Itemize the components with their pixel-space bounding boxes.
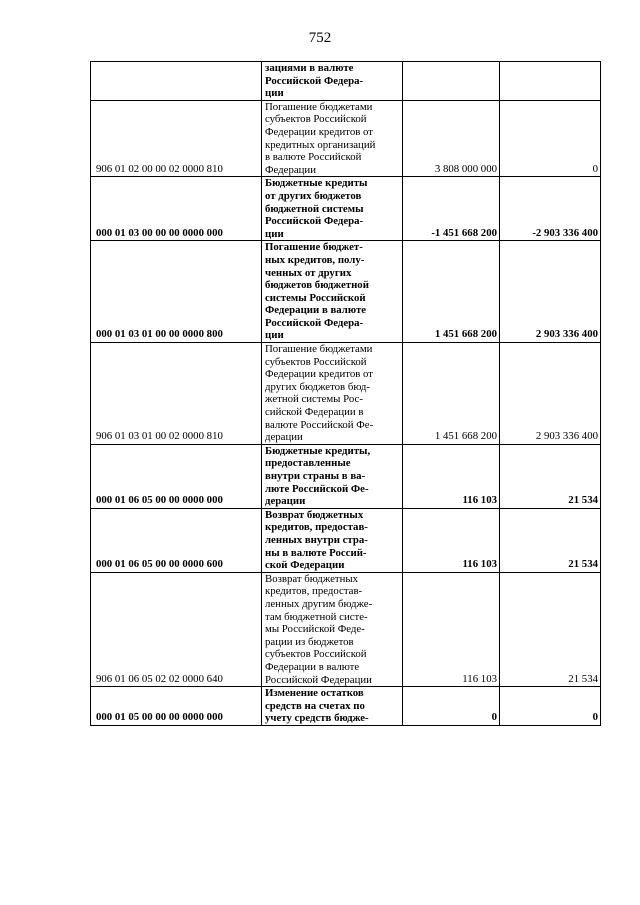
- value-2023-cell: 1 451 668 200: [403, 343, 500, 445]
- value-2024-cell: 2 903 336 400: [500, 343, 601, 445]
- value-2023-cell: 116 103: [403, 508, 500, 572]
- table-row-continuation: [91, 62, 601, 101]
- code-cell: [91, 62, 262, 101]
- name-cell: Возврат бюджетных кредитов, предостав- ленных другим бюдже- там бюджетной систе- мы Российской Феде- рации из бюджетов субъектов Российской Федерации в валюте Российской Федерации: [262, 572, 403, 686]
- table-row: [91, 343, 601, 445]
- value-2024-cell: 21 534: [500, 444, 601, 508]
- value-2023-cell: 0: [403, 687, 500, 726]
- value-2024-cell: -2 903 336 400: [500, 177, 601, 241]
- code-cell: 906 01 06 05 02 02 0000 640: [91, 572, 262, 686]
- code-cell: 906 01 02 00 00 02 0000 810: [91, 100, 262, 177]
- table-row: [91, 572, 601, 686]
- budget-table: [90, 61, 601, 726]
- table-row: [91, 241, 601, 343]
- code-cell: 000 01 05 00 00 00 0000 000: [91, 687, 262, 726]
- value-2023-cell: 1 451 668 200: [403, 241, 500, 343]
- value-2023-cell: 116 103: [403, 572, 500, 686]
- code-cell: 906 01 03 01 00 02 0000 810: [91, 343, 262, 445]
- value-2024-cell: 2 903 336 400: [500, 241, 601, 343]
- value-2024-cell: 0: [500, 100, 601, 177]
- value-2024-cell: 0: [500, 687, 601, 726]
- name-cell: Погашение бюджетами субъектов Российской Федерации кредитов от других бюджетов бюд- жетной системы Рос- сийской Федерации в валюте Российской Фе- дерации: [262, 343, 403, 445]
- code-cell: 000 01 03 01 00 00 0000 800: [91, 241, 262, 343]
- table-row: [91, 508, 601, 572]
- name-cell: Возврат бюджетных кредитов, предостав- ленных внутри стра- ны в валюте Россий- ской Федерации: [262, 508, 403, 572]
- table-row: [91, 100, 601, 177]
- page-number: 752: [308, 30, 332, 46]
- value-cell: [403, 62, 500, 101]
- table-row: [91, 177, 601, 241]
- code-cell: 000 01 06 05 00 00 0000 600: [91, 508, 262, 572]
- name-cell: Погашение бюджет- ных кредитов, полу- ченных от других бюджетов бюджетной системы Российской Федерации в валюте Российской Федера- ции: [262, 241, 403, 343]
- value-cell: [500, 62, 601, 101]
- table-row: [91, 444, 601, 508]
- value-2023-cell: 116 103: [403, 444, 500, 508]
- name-cell: Бюджетные кредиты, предоставленные внутри страны в ва- люте Российской Фе- дерации: [262, 444, 403, 508]
- name-cell: Бюджетные кредиты от других бюджетов бюджетной системы Российской Федера- ции: [262, 177, 403, 241]
- code-cell: 000 01 06 05 00 00 0000 000: [91, 444, 262, 508]
- table-row: [91, 687, 601, 726]
- name-cell: Изменение остатков средств на счетах по учету средств бюдже-: [262, 687, 403, 726]
- value-2024-cell: 21 534: [500, 572, 601, 686]
- value-2024-cell: 21 534: [500, 508, 601, 572]
- name-cell: зациями в валюте Российской Федера- ции: [262, 62, 403, 101]
- name-cell: Погашение бюджетами субъектов Российской Федерации кредитов от кредитных организаций в валюте Российской Федерации: [262, 100, 403, 177]
- code-cell: 000 01 03 00 00 00 0000 000: [91, 177, 262, 241]
- value-2023-cell: -1 451 668 200: [403, 177, 500, 241]
- value-2023-cell: 3 808 000 000: [403, 100, 500, 177]
